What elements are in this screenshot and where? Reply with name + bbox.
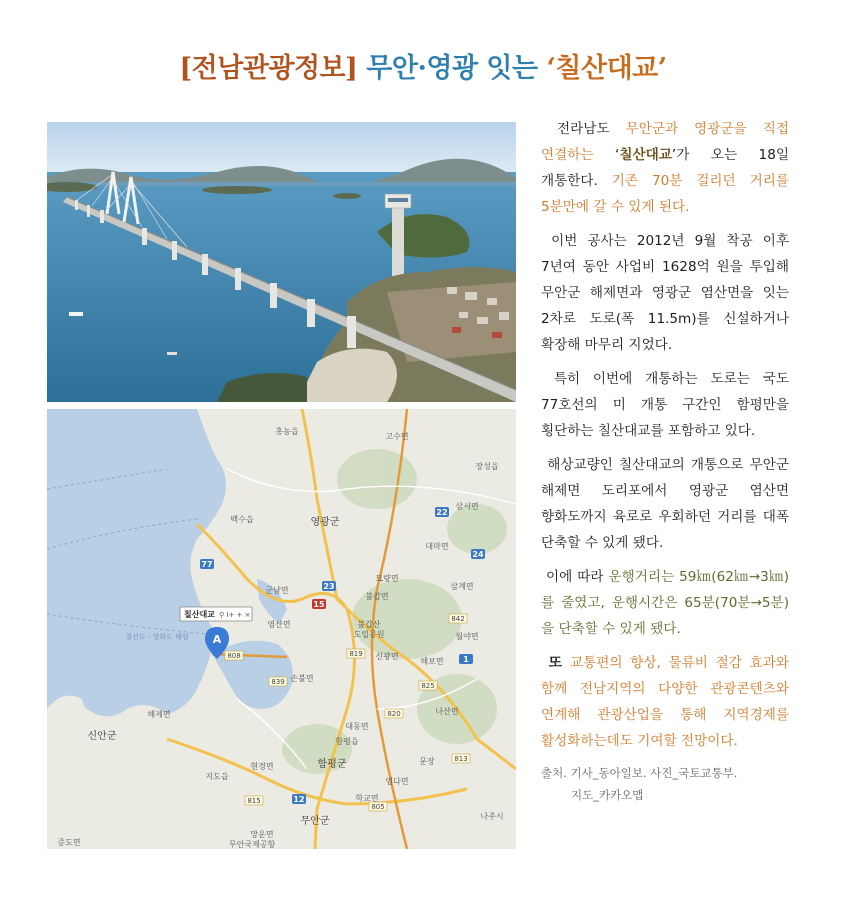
map-label-baeksu: 백수읍 <box>230 515 254 524</box>
route-815: 815 <box>247 797 261 805</box>
article-body <box>541 116 789 806</box>
map-label-muan-airport: 무안국제공항 <box>228 840 276 849</box>
map-label-sinkwang: 신광면 <box>375 652 399 661</box>
map-label-samseo: 삼서면 <box>455 502 479 511</box>
map-popup-label: 칠산대교 <box>184 610 215 619</box>
article-paragraph-6: 또 교통편의 향상, 물류비 절감 효과와 함께 전남지역의 다양한 관광콘텐츠와 연계해 관광산업을 통해 지역경제를 활성화하는데도 기여할 전망이다. <box>541 655 789 749</box>
map-label-naesan: 나산면 <box>435 707 459 716</box>
route-map[interactable] <box>47 409 516 849</box>
map-label-eomda: 엄다면 <box>385 777 409 786</box>
map-label-najuki: 나주시 <box>480 812 504 821</box>
map-label-hampyeong-eup: 함평읍 <box>335 737 359 746</box>
map-label-bulgap-park: 도립공원 <box>353 630 385 639</box>
map-label-yeonggwang: 영광군 <box>310 517 340 528</box>
map-label-sinan: 신안군 <box>87 731 117 742</box>
bridge-photo <box>47 122 516 402</box>
title-main: 무안·영광 잇는 <box>366 53 538 84</box>
map-label-bulgap-myeon: 불갑면 <box>365 592 389 601</box>
route-23: 23 <box>323 582 335 591</box>
map-label-wolya: 월야면 <box>455 632 479 641</box>
route-12: 12 <box>293 795 305 804</box>
map-label-daedong: 대동면 <box>345 722 369 731</box>
map-label-myoryang: 묘량면 <box>375 574 399 583</box>
map-popup-tools[interactable]: ⚲ I+ + × <box>219 611 251 619</box>
map-label-sonbul: 손불면 <box>290 674 314 683</box>
route-15: 15 <box>313 600 325 609</box>
map-label-hakgyo: 학교면 <box>355 794 379 803</box>
route-22: 22 <box>436 508 448 517</box>
title-bridge-name: ‘칠산대교’ <box>546 53 667 84</box>
map-label-gosu: 고수면 <box>385 432 409 441</box>
map-marker-letter: A <box>212 633 222 646</box>
route-77: 77 <box>201 560 213 569</box>
route-825: 825 <box>421 682 435 690</box>
map-popup[interactable] <box>180 607 252 621</box>
map-label-hyeongyeong: 현경면 <box>250 762 274 771</box>
page-title <box>0 46 846 85</box>
map-label-jangseong: 장성읍 <box>475 462 499 471</box>
map-label-hampyeong: 함평군 <box>317 759 347 770</box>
article-paragraph-3: 특히 이번에 개통하는 도로는 국도 77호선의 미 개통 구간인 함평만을 횡단하는 칠산대교를 포함하고 있다. <box>541 371 789 439</box>
map-label-hongnong: 홍농읍 <box>275 427 299 436</box>
map-label-haebo: 해보면 <box>420 657 444 666</box>
map-label-haeje: 해제면 <box>147 710 171 719</box>
route-805: 805 <box>371 803 385 811</box>
route-820: 820 <box>387 710 401 718</box>
map-label-muan: 무안군 <box>300 816 330 827</box>
route-842: 842 <box>451 615 465 623</box>
map-label-jido: 지도읍 <box>205 772 229 781</box>
map-label-mangun: 망운면 <box>250 830 274 839</box>
map-label-jeungdo: 증도면 <box>57 838 81 847</box>
article-paragraph-5: 이에 따라 운행거리는 59㎞(62㎞→3㎞)를 줄였고, 운행시간은 65분(70분→5분)을 단축할 수 있게 됐다. <box>541 569 789 637</box>
route-808: 808 <box>227 652 241 660</box>
title-category: [전남관광정보] <box>179 53 358 84</box>
article-paragraph-4: 해상교량인 칠산대교의 개통으로 무안군 해제면 도리포에서 영광군 염산면 향화도까지 육로로 우회하던 거리를 대폭 단축할 수 있게 됐다. <box>541 457 790 551</box>
route-813: 813 <box>454 755 468 763</box>
map-label-strait: 칠산도 - 향화도 해협 <box>125 633 189 641</box>
map-label-daema: 대마면 <box>425 542 449 551</box>
route-839: 839 <box>271 678 285 686</box>
source-credit: 출처. 기사_동아일보. 사진_국토교통부. 지도_카카오맵 <box>541 766 738 802</box>
map-label-gunnam: 군남면 <box>265 586 289 595</box>
map-label-samgye: 삼계면 <box>450 582 474 591</box>
map-label-bulgap: 불갑산 <box>357 620 381 629</box>
map-label-yeomsan: 염산면 <box>267 620 291 629</box>
route-1: 1 <box>463 655 469 664</box>
route-819: 819 <box>349 650 363 658</box>
article-paragraph-2: 이번 공사는 2012년 9월 착공 이후 7년여 동안 사업비 1628억 원을 투입해 무안군 해제면과 영광군 염산면을 잇는 2차로 도로(폭 11.5m)를 신설하거나 확장해 마무리 지었다. <box>541 233 790 353</box>
map-label-munjang: 문장 <box>419 757 435 766</box>
route-24: 24 <box>472 550 484 559</box>
article-paragraph-1: 전라남도 무안군과 영광군을 직접 연결하는 ‘칠산대교’가 오는 18일 개통한다. 기존 70분 걸리던 거리를 5분만에 갈 수 있게 된다. <box>541 121 789 215</box>
